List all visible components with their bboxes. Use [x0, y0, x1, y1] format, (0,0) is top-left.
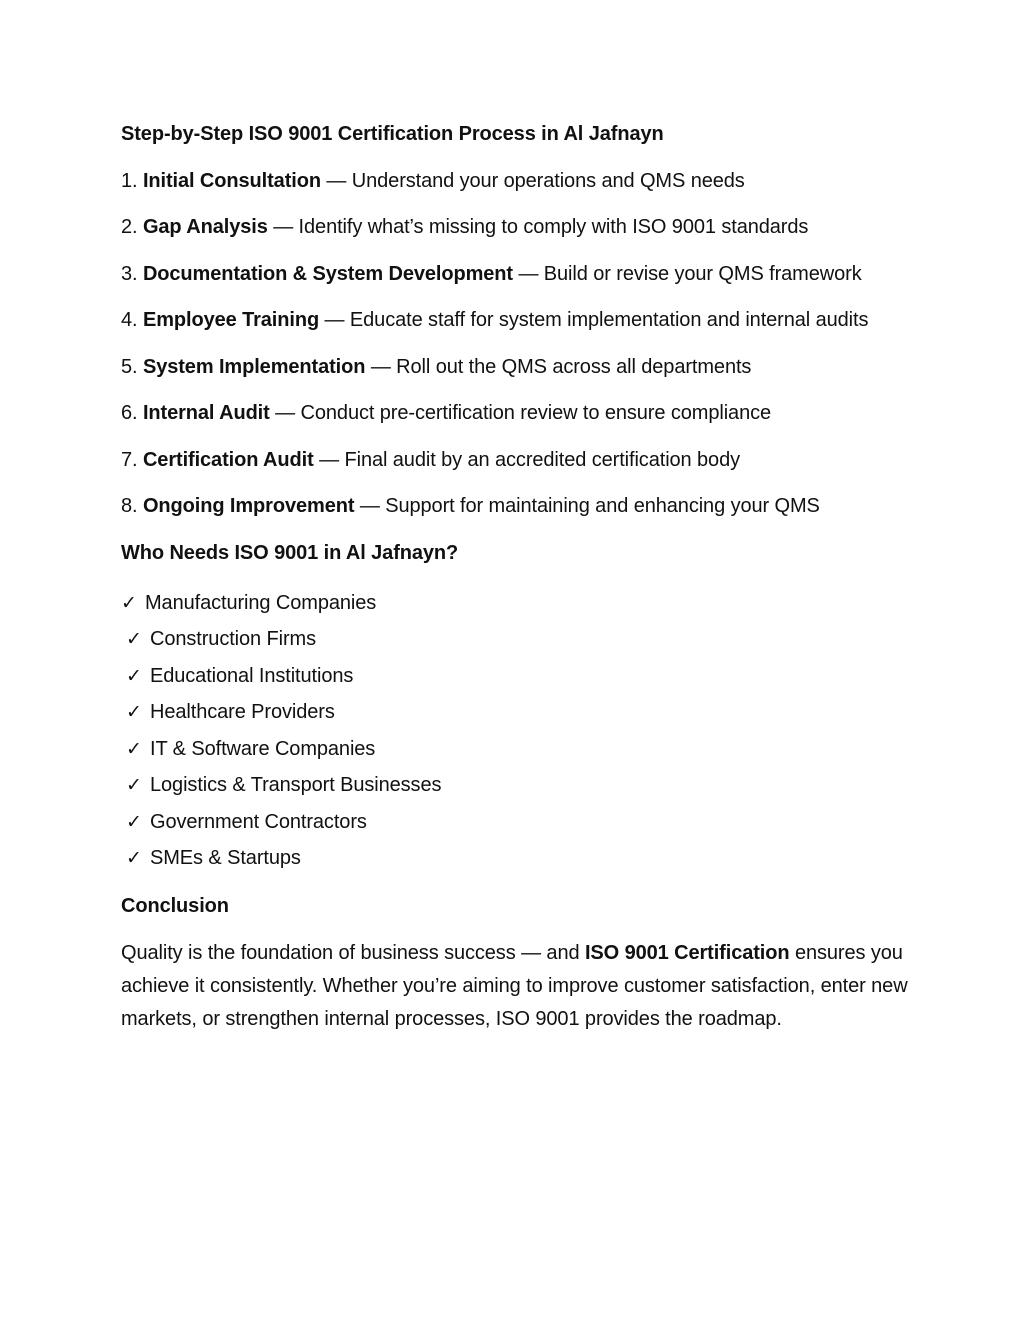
- industry-list: [121, 585, 911, 877]
- list-item: [121, 767, 911, 804]
- process-step: [121, 490, 911, 523]
- industry-label: Construction Firms: [150, 628, 317, 650]
- step-title: Ongoing Improvement: [142, 495, 355, 517]
- check-mark-icon: ✓: [126, 810, 142, 833]
- industry-label: Manufacturing Companies: [145, 591, 377, 614]
- list-item: [121, 585, 911, 622]
- check-mark-icon: ✓: [126, 664, 142, 687]
- list-item: [121, 658, 911, 695]
- check-mark-icon: ✓: [126, 847, 142, 869]
- step-number: 6.: [121, 402, 138, 424]
- list-item: [121, 804, 911, 841]
- conclusion-bold-term: ISO 9001 Certification: [584, 941, 790, 964]
- conclusion-text-start: Quality is the foundation of business success — and: [121, 941, 585, 964]
- step-description: — Conduct pre-certification review to ensure compliance: [275, 402, 772, 424]
- who-needs-heading: Who Needs ISO 9001 in Al Jafnayn?: [121, 541, 459, 564]
- step-title: Certification Audit: [142, 448, 314, 471]
- process-step: [121, 211, 911, 244]
- industry-label: Educational Institutions: [150, 664, 354, 687]
- conclusion-heading: Conclusion: [121, 895, 229, 917]
- document-page: [121, 118, 911, 1036]
- industry-label: Logistics & Transport Businesses: [150, 774, 442, 796]
- step-description: — Roll out the QMS across all departments: [370, 355, 752, 378]
- step-title: System Implementation: [142, 355, 366, 378]
- step-number: 8.: [121, 495, 138, 517]
- process-step: [121, 304, 911, 337]
- process-step: [121, 351, 911, 384]
- step-description: — Support for maintaining and enhancing your QMS: [359, 495, 820, 517]
- step-number: 7.: [121, 448, 138, 471]
- step-title: Gap Analysis: [142, 216, 268, 238]
- step-title: Initial Consultation: [142, 169, 321, 192]
- step-title: Documentation & System Development: [142, 262, 513, 285]
- conclusion-text-end: ensures you achieve it consistently. Whether you’re aiming to improve customer satisfaction, enter new markets, or strengthen internal processes, ISO 9001 provides the roadmap.: [121, 941, 908, 1030]
- list-item: [121, 840, 911, 877]
- step-description: — Educate staff for system implementation and internal audits: [324, 309, 869, 331]
- process-step: [121, 258, 911, 291]
- list-item: [121, 694, 911, 731]
- check-mark-icon: ✓: [126, 737, 142, 760]
- check-mark-icon: ✓: [121, 591, 137, 614]
- step-title: Employee Training: [142, 309, 320, 331]
- step-number: 5.: [121, 355, 138, 378]
- check-mark-icon: ✓: [126, 701, 142, 723]
- list-item: [121, 731, 911, 768]
- industry-label: Healthcare Providers: [150, 701, 335, 723]
- list-item: [121, 621, 911, 658]
- industry-label: Government Contractors: [150, 810, 367, 833]
- process-heading: Step-by-Step ISO 9001 Certification Process in Al Jafnayn: [121, 123, 664, 145]
- step-number: 2.: [121, 216, 138, 238]
- process-step: [121, 165, 911, 198]
- step-description: — Final audit by an accredited certification body: [319, 448, 741, 471]
- step-number: 3.: [121, 262, 138, 285]
- industry-label: IT & Software Companies: [150, 737, 376, 760]
- industry-label: SMEs & Startups: [150, 847, 301, 869]
- process-step: [121, 397, 911, 430]
- step-number: 1.: [121, 169, 138, 192]
- step-description: — Understand your operations and QMS needs: [326, 169, 745, 192]
- step-title: Internal Audit: [142, 402, 270, 424]
- step-number: 4.: [121, 309, 138, 331]
- check-mark-icon: ✓: [126, 774, 142, 796]
- step-description: — Build or revise your QMS framework: [518, 262, 862, 285]
- step-description: — Identify what’s missing to comply with ISO 9001 standards: [273, 216, 809, 238]
- conclusion-paragraph: [121, 937, 911, 1036]
- check-mark-icon: ✓: [126, 628, 142, 650]
- process-step: [121, 444, 911, 477]
